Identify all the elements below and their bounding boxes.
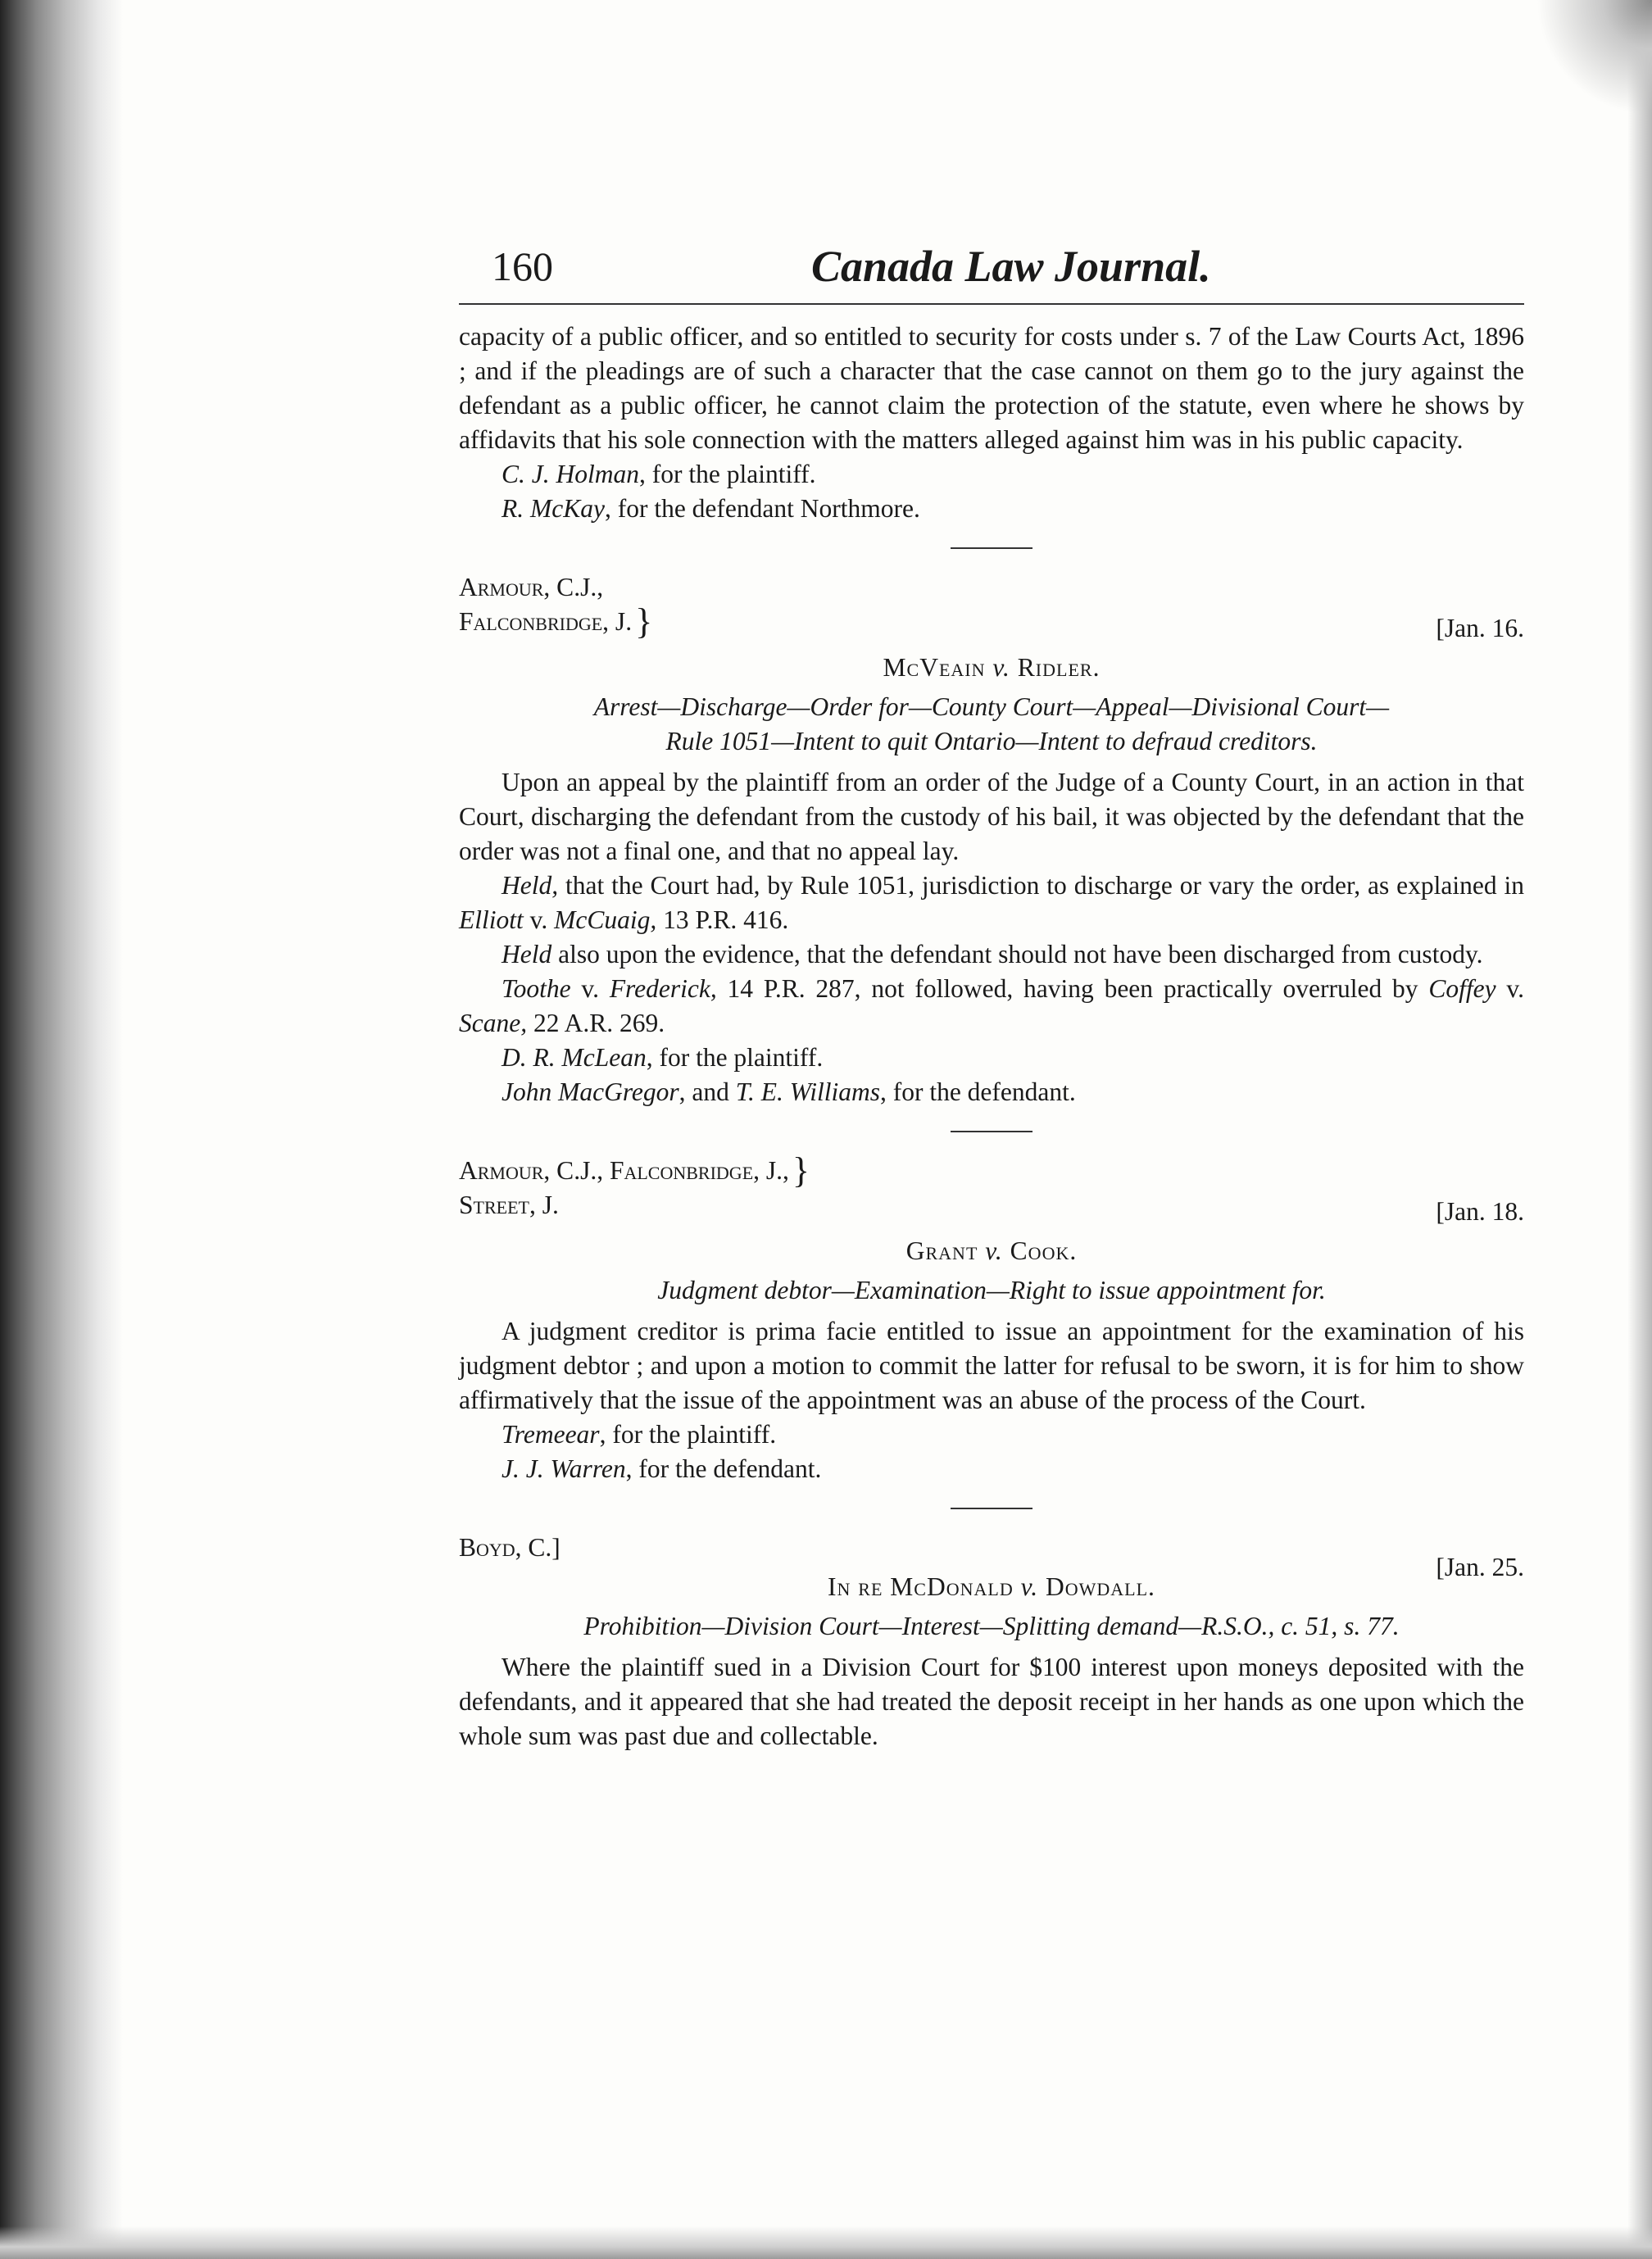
held-label: Held: [502, 940, 552, 968]
holding-text: also upon the evidence, that the defendant should not have been discharged from custody.: [551, 940, 1483, 968]
catchwords-line: Arrest—Discharge—Order for—County Court—Appeal—Divisional Court—: [593, 692, 1390, 721]
brace-glyph: }: [635, 601, 653, 642]
case-bench: [459, 1150, 1524, 1226]
counsel-name: T. E. Williams: [735, 1077, 880, 1106]
counsel-name: John MacGregor: [502, 1077, 679, 1106]
section-divider: [951, 1508, 1032, 1509]
bench-line: Boyd, C.]: [459, 1533, 560, 1562]
versus: v.: [1020, 1572, 1039, 1601]
counsel-role: , for the plaintiff.: [639, 460, 816, 488]
cited-party: Elliott: [459, 905, 524, 934]
party-a: In re McDonald: [828, 1572, 1014, 1601]
versus: v.: [992, 653, 1010, 682]
page-corner-shadow: [1537, 0, 1652, 115]
conjunction: , and: [678, 1077, 736, 1106]
bench-line-2: [459, 601, 1524, 642]
bench-judges: Armour, C.J., Falconbridge, J.,: [459, 1156, 789, 1185]
page-edge-bottom: [0, 2226, 1652, 2259]
cited-party: McCuaig,: [554, 905, 657, 934]
counsel-role: , for the defendant.: [625, 1454, 822, 1483]
held-label: Held,: [502, 871, 559, 900]
headnote-paragraph: A judgment creditor is prima facie entitled to issue an appointment for the examination of his judgment debtor ; and upon a motion to commit the latter for refusal to be sworn, it is for him to show affirmatively that the issue of the appointment was an abuse of the process of the Court.: [459, 1317, 1524, 1414]
case-bench: [459, 570, 1524, 642]
running-title: Canada Law Journal.: [811, 242, 1211, 291]
page-content: [459, 238, 1524, 1753]
citation: 13 P.R. 416.: [656, 905, 789, 934]
cited-party: Frederick,: [609, 974, 717, 1003]
counsel-line: [502, 457, 1524, 492]
counsel-name: Tremeear: [502, 1420, 600, 1449]
cited-party: Scane,: [459, 1009, 528, 1037]
party-b: Ridler.: [1017, 653, 1101, 682]
section-divider: [951, 547, 1032, 549]
versus: v.: [523, 905, 555, 934]
case-bench: [459, 1531, 1524, 1581]
holding-paragraph: [459, 869, 1524, 937]
counsel-name: D. R. McLean: [502, 1043, 647, 1072]
counsel-line: [502, 1452, 1524, 1486]
bench-line: Armour, C.J.,: [459, 573, 604, 601]
case-title: [459, 1234, 1524, 1268]
case-title: [459, 651, 1524, 685]
counsel-role: , for the plaintiff.: [599, 1420, 777, 1449]
section-divider: [951, 1131, 1032, 1132]
page-edge-right: [1627, 0, 1652, 2259]
counsel-name: C. J. Holman: [502, 460, 639, 488]
catchwords: [459, 690, 1524, 759]
bench-judge: Falconbridge, J.: [459, 607, 633, 636]
counsel-role: , for the plaintiff.: [646, 1043, 824, 1072]
bench-line-1: [459, 1150, 1524, 1191]
case-title: [459, 1570, 1524, 1604]
counsel-name: R. McKay: [502, 494, 605, 523]
party-b: Cook.: [1010, 1236, 1078, 1265]
catchwords-line: Rule 1051—Intent to quit Ontario—Intent to defraud creditors.: [665, 727, 1318, 755]
versus: v.: [985, 1236, 1003, 1265]
counsel-line: [502, 492, 1524, 526]
party-b: Dowdall.: [1046, 1572, 1155, 1601]
counsel-role: , for the defendant.: [879, 1077, 1076, 1106]
party-a: McVeain: [883, 653, 986, 682]
running-header: [459, 238, 1524, 305]
counsel-role: , for the defendant Northmore.: [604, 494, 920, 523]
holding-paragraph: [459, 937, 1524, 972]
bench-line: Street, J.: [459, 1191, 559, 1219]
binding-shadow: [0, 0, 123, 2259]
citation: 22 A.R. 269.: [527, 1009, 665, 1037]
counsel-line: [502, 1418, 1524, 1452]
brace-glyph: }: [792, 1150, 810, 1191]
catchwords: Prohibition—Division Court—Interest—Splitting demand—R.S.O., c. 51, s. 77.: [583, 1612, 1400, 1640]
case-date: [Jan. 25.: [1436, 1553, 1524, 1581]
case-date: [Jan. 16.: [1436, 614, 1524, 642]
headnote-paragraph: Where the plaintiff sued in a Division Court for $100 interest upon moneys deposited with the defendants, and it appeared that she had treated the deposit receipt in her hands as one upon which the whole sum was past due and collectable.: [459, 1653, 1524, 1750]
headnote-paragraph: Upon an appeal by the plaintiff from an order of the Judge of a County Court, in an action in that Court, discharging the defendant from the custody of his bail, it was objected by the defendant that the order was not a final one, and that no appeal lay.: [459, 768, 1524, 865]
catchwords: Judgment debtor—Examination—Right to issue appointment for.: [657, 1276, 1326, 1304]
continuation-paragraph: capacity of a public officer, and so entitled to security for costs under s. 7 of the Law Courts Act, 1896 ; and if the pleadings are of such a character that the case cannot on them go to the jury against the defendant as a public officer, he cannot claim the protection of the statute, even where he shows by affidavits that his sole connection with the matters alleged against him was in his public capacity.: [459, 322, 1524, 454]
cited-party: Coffey: [1428, 974, 1496, 1003]
versus: v.: [570, 974, 610, 1003]
counsel-name: J. J. Warren: [502, 1454, 626, 1483]
counsel-line: [502, 1075, 1524, 1109]
holding-text: that the Court had, by Rule 1051, jurisdiction to discharge or vary the order, as explained in: [558, 871, 1524, 900]
versus: v.: [1495, 974, 1524, 1003]
counsel-line: [502, 1041, 1524, 1075]
page-body: [459, 320, 1524, 1753]
authority-text: 14 P.R. 287, not followed, having been practically overruled by: [716, 974, 1429, 1003]
party-a: Grant: [905, 1236, 978, 1265]
case-date: [Jan. 18.: [1436, 1197, 1524, 1226]
cited-party: Toothe: [502, 974, 571, 1003]
page-number: 160: [492, 243, 553, 289]
authority-paragraph: [459, 972, 1524, 1041]
